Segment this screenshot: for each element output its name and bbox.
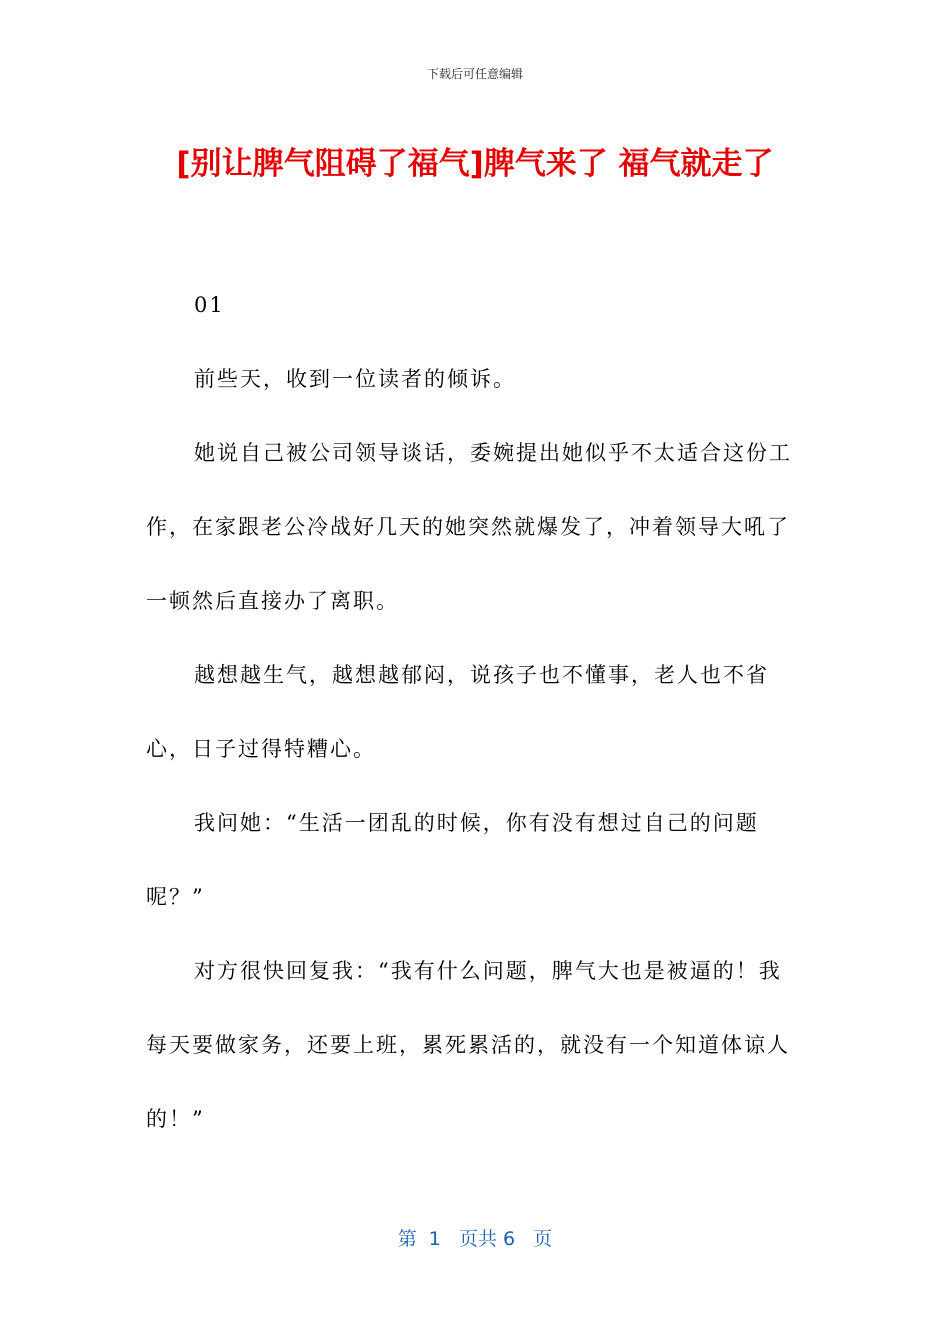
document-body bbox=[146, 268, 798, 1156]
header-note: 下载后可任意编辑 bbox=[426, 67, 523, 81]
paragraph: 越想越生气，越想越郁闷，说孩子也不懂事，老人也不省心，日子过得特糟心。 bbox=[146, 663, 769, 761]
document-title: [别让脾气阻碍了福气]脾气来了 福气就走了 bbox=[176, 146, 774, 182]
paragraph: 对方很快回复我：“我有什么问题，脾气大也是被逼的！我每天要做家务，还要上班，累死累活的，就没有一个知道体谅人的！” bbox=[146, 959, 790, 1131]
paragraph: 她说自己被公司领导谈话，委婉提出她似乎不太适合这份工作，在家跟老公冷战好几天的她突然就爆发了，冲着领导大吼了一顿然后直接办了离职。 bbox=[146, 441, 792, 613]
page-number-footer: 第 1 页共 6 页 bbox=[397, 1228, 553, 1250]
section-number: 01 bbox=[194, 293, 225, 317]
paragraph: 前些天，收到一位读者的倾诉。 bbox=[194, 367, 516, 391]
paragraph: 我问她：“生活一团乱的时候，你有没有想过自己的问题呢？” bbox=[146, 811, 759, 909]
